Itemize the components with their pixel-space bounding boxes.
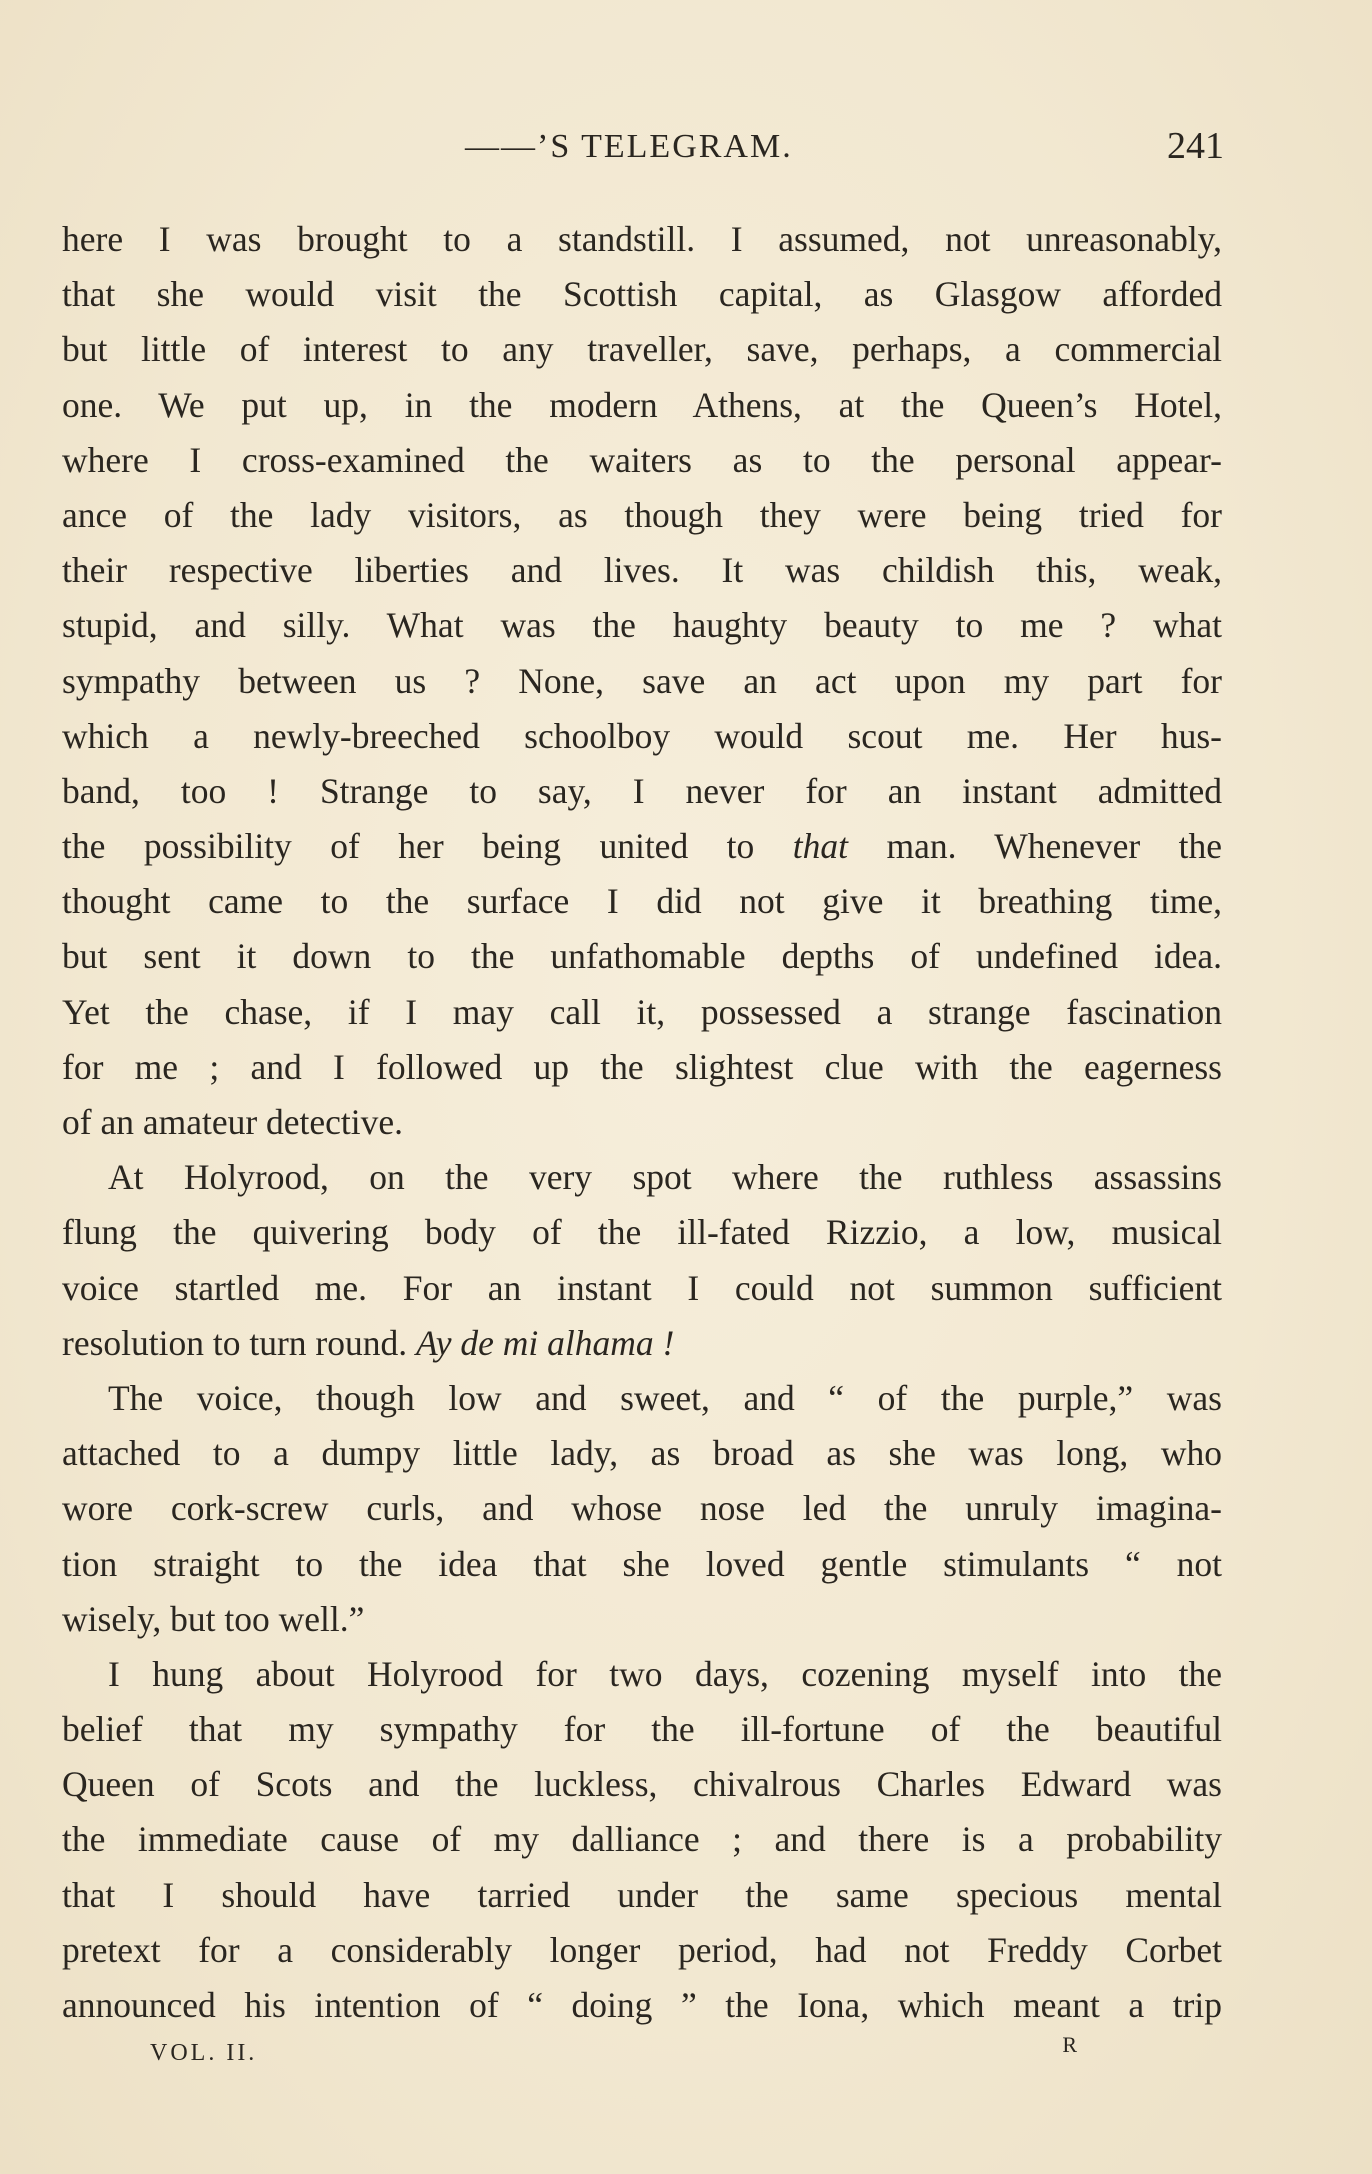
- text-line: I hung about Holyrood for two days, cozening myself into the: [108, 1653, 1222, 1694]
- text-line: announced his intention of “ doing ” the Iona, which meant a trip: [62, 1985, 1222, 2025]
- text-line: Yet the chase, if I may call it, possessed a strange fascination: [62, 991, 1222, 1032]
- text-line: but sent it down to the unfathomable depths of undefined idea.: [62, 936, 1222, 977]
- text-line: for me ; and I followed up the slightest clue with the eagerness: [62, 1046, 1222, 1087]
- text-line: here I was brought to a standstill. I assumed, not unreasonably,: [62, 219, 1222, 259]
- text-line: stupid, and silly. What was the haughty beauty to me ? what: [62, 605, 1222, 646]
- text-line: The voice, though low and sweet, and “ of the purple,” was: [108, 1377, 1222, 1418]
- page-footer: [150, 2032, 1080, 2080]
- italic-emphasis: that: [792, 826, 848, 867]
- text-line: their respective liberties and lives. It was childish this, weak,: [62, 550, 1222, 591]
- text-line: one. We put up, in the modern Athens, at the Queen’s Hotel,: [62, 384, 1222, 425]
- text-line: the immediate cause of my dalliance ; and there is a probability: [62, 1819, 1222, 1860]
- text-line: sympathy between us ? None, save an act upon my part for: [62, 660, 1222, 701]
- text-line: but little of interest to any traveller, save, perhaps, a commercial: [62, 329, 1222, 370]
- text-line: thought came to the surface I did not give it breathing time,: [62, 881, 1222, 922]
- text-line: tion straight to the idea that she loved gentle stimulants “ not: [62, 1543, 1222, 1584]
- text-line: flung the quivering body of the ill-fated Rizzio, a low, musical: [62, 1212, 1222, 1253]
- text-line: band, too ! Strange to say, I never for an instant admitted: [62, 770, 1222, 811]
- text-line: where I cross-examined the waiters as to the personal appear-: [62, 439, 1222, 480]
- text-line: wisely, but too well.”: [62, 1598, 365, 1639]
- text-line: of an amateur detective.: [62, 1102, 404, 1142]
- italic-emphasis: Ay de mi alhama !: [415, 1322, 675, 1363]
- text-line: Queen of Scots and the luckless, chivalrous Charles Edward was: [62, 1764, 1222, 1805]
- text-line: attached to a dumpy little lady, as broad as she was long, who: [62, 1433, 1222, 1474]
- text-line: voice startled me. For an instant I could not summon sufficient: [62, 1267, 1222, 1308]
- text-line: belief that my sympathy for the ill-fortune of the beautiful: [62, 1709, 1222, 1750]
- text-line: that I should have tarried under the same specious mental: [62, 1874, 1222, 1915]
- text-line: that she would visit the Scottish capital, as Glasgow afforded: [62, 274, 1222, 315]
- volume-marker: VOL. II.: [150, 2040, 258, 2066]
- text-line: wore cork-screw curls, and whose nose led the unruly imagina-: [62, 1488, 1222, 1529]
- text-segment: resolution to turn round.: [62, 1322, 416, 1363]
- text-segment: the possibility of her being united to: [62, 826, 793, 867]
- signature-mark: R: [1062, 2032, 1080, 2057]
- text-line: pretext for a considerably longer period, had not Freddy Corbet: [62, 1929, 1222, 1970]
- text-line: ance of the lady visitors, as though they were being tried for: [62, 494, 1222, 535]
- text-segment: man. Whenever the: [848, 826, 1222, 867]
- text-line: which a newly-breeched schoolboy would scout me. Her hus-: [62, 715, 1222, 756]
- page-number: 241: [1167, 125, 1224, 167]
- running-head: [465, 120, 1224, 170]
- text-line-mixed: [62, 819, 1222, 874]
- running-title: ——’S TELEGRAM.: [465, 128, 793, 165]
- body-text: [62, 212, 1222, 2033]
- text-line-mixed: [62, 1316, 1222, 1371]
- text-line: At Holyrood, on the very spot where the ruthless assassins: [108, 1157, 1222, 1198]
